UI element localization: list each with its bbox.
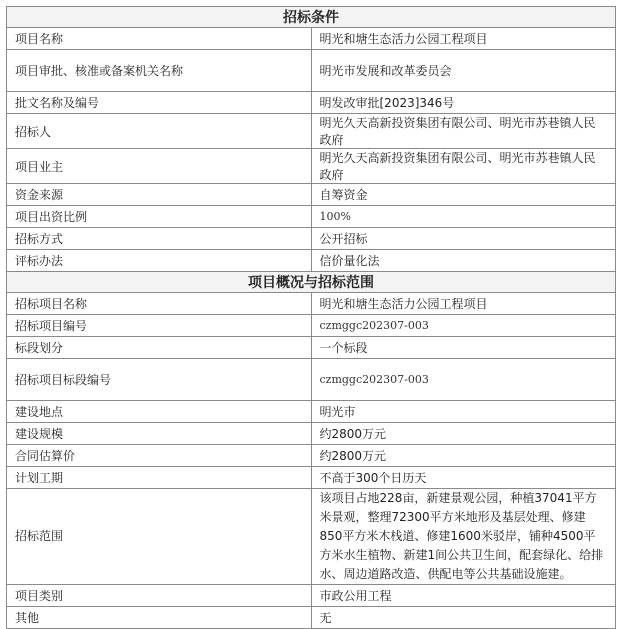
row-label: 招标项目编号 <box>7 315 312 337</box>
table-row <box>7 114 616 149</box>
row-value: 100% <box>311 206 616 228</box>
row-label: 招标方式 <box>7 228 312 250</box>
row-value: 自筹资金 <box>311 184 616 206</box>
row-value: 不高于300个日历天 <box>311 467 616 489</box>
row-value: 明光久天高新投资集团有限公司、明光市苏巷镇人民政府 <box>311 114 616 149</box>
row-value: 明光和塘生态活力公园工程项目 <box>311 293 616 315</box>
row-value: 信价量化法 <box>311 250 616 272</box>
row-value: czmggc202307-003 <box>311 315 616 337</box>
table-row <box>7 149 616 184</box>
section-header-row <box>7 272 616 293</box>
row-label: 项目出资比例 <box>7 206 312 228</box>
row-label: 评标办法 <box>7 250 312 272</box>
row-value: 明发改审批[2023]346号 <box>311 92 616 114</box>
row-label: 项目类别 <box>7 585 312 607</box>
row-value: 约2800万元 <box>311 445 616 467</box>
row-label: 批文名称及编号 <box>7 92 312 114</box>
row-label: 招标项目标段编号 <box>7 359 312 401</box>
row-label: 项目审批、核准或备案机关名称 <box>7 50 312 92</box>
row-value: 该项目占地228亩，新建景观公园，种植37041平方米景观，整理72300平方米地形及基层处理、修建850平方米木栈道、修建1600米驳岸，铺种4500平方米水生植物、新建1间公共卫生间，配套绿化、给排水、周边道路改造、供配电等公共基础设施建。 <box>311 489 616 585</box>
row-value: 市政公用工程 <box>311 585 616 607</box>
row-label: 标段划分 <box>7 337 312 359</box>
row-value: 一个标段 <box>311 337 616 359</box>
table-row <box>7 28 616 50</box>
table-row <box>7 315 616 337</box>
row-value: 无 <box>311 607 616 629</box>
table-row <box>7 359 616 401</box>
table-row <box>7 489 616 585</box>
row-value: 明光和塘生态活力公园工程项目 <box>311 28 616 50</box>
table-row <box>7 445 616 467</box>
row-label: 合同估算价 <box>7 445 312 467</box>
section-header-row <box>7 7 616 28</box>
table-row <box>7 607 616 629</box>
row-value: 明光市 <box>311 401 616 423</box>
table-row <box>7 50 616 92</box>
row-label: 建设规模 <box>7 423 312 445</box>
row-label: 招标项目名称 <box>7 293 312 315</box>
table-row <box>7 423 616 445</box>
row-label: 招标范围 <box>7 489 312 585</box>
table-row <box>7 401 616 423</box>
table-row <box>7 585 616 607</box>
row-label: 建设地点 <box>7 401 312 423</box>
row-value: 约2800万元 <box>311 423 616 445</box>
section-title: 项目概况与招标范围 <box>7 272 616 293</box>
row-value: 明光市发展和改革委员会 <box>311 50 616 92</box>
row-label: 招标人 <box>7 114 312 149</box>
table-row <box>7 206 616 228</box>
table-row <box>7 467 616 489</box>
section-title: 招标条件 <box>7 7 616 28</box>
bidding-info-table <box>6 6 616 629</box>
row-value: 公开招标 <box>311 228 616 250</box>
table-row <box>7 337 616 359</box>
table-row <box>7 228 616 250</box>
row-label: 计划工期 <box>7 467 312 489</box>
row-label: 其他 <box>7 607 312 629</box>
row-label: 资金来源 <box>7 184 312 206</box>
row-value: czmggc202307-003 <box>311 359 616 401</box>
table-row <box>7 92 616 114</box>
row-value: 明光久天高新投资集团有限公司、明光市苏巷镇人民政府 <box>311 149 616 184</box>
table-row <box>7 293 616 315</box>
table-row <box>7 184 616 206</box>
row-label: 项目名称 <box>7 28 312 50</box>
table-row <box>7 250 616 272</box>
row-label: 项目业主 <box>7 149 312 184</box>
